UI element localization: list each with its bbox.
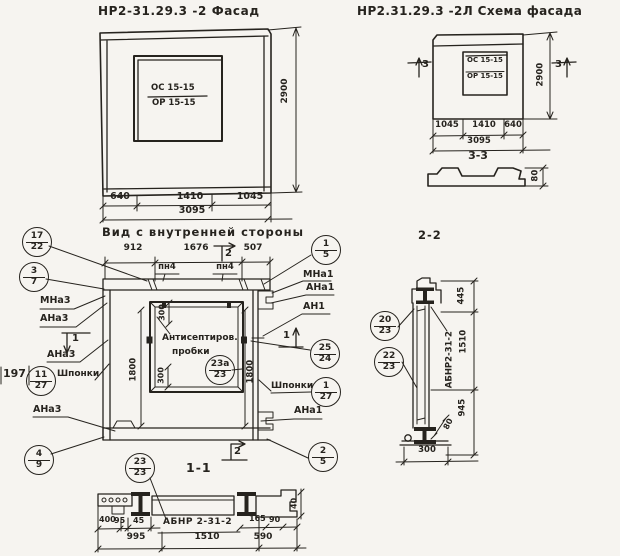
facade-right-dim-total: 3095: [467, 136, 491, 146]
inner-view-dim-300-top: 300: [157, 304, 167, 321]
label-mna1: МНа1: [303, 269, 334, 280]
section-22-dim-1510: 1510: [458, 329, 469, 354]
facade-left-dim-640: 640: [110, 191, 130, 202]
callout-bottom-value: 23: [378, 325, 392, 336]
facade-right-dim-height: 2900: [535, 62, 546, 87]
callout-top-value: 23: [129, 458, 152, 469]
section-11-dim-90: 90: [269, 515, 281, 524]
facade-left-dim-height: 2900: [280, 78, 291, 104]
section-11-dim-95: 95: [114, 516, 126, 525]
inner-view-dim-300-bottom: 300: [156, 367, 166, 384]
note-antiseptic-line1: Антисептиров.: [162, 333, 238, 343]
label-mna3: МНа3: [40, 295, 71, 306]
callout-bottom-value: 22: [30, 241, 44, 252]
callout-bottom-value: 5: [322, 249, 330, 260]
facade-right-title: НР2.31.29.3 -2Л Схема фасада: [357, 4, 583, 18]
callout-bottom-value: 27: [34, 380, 48, 391]
label-ana1-2: АНа1: [294, 405, 323, 416]
facade-right-window-mark-bottom: ОР 15-15: [467, 72, 503, 80]
section-marker-1-left: 1: [72, 333, 79, 344]
section-11-title: 1-1: [186, 460, 212, 475]
facade-right-dim-640: 640: [504, 120, 522, 130]
callout-top-value: 2: [312, 447, 335, 458]
callout-top-value: 17: [26, 232, 49, 243]
section-11-dim-165: 165: [249, 514, 266, 523]
callout-top-value: 11: [30, 371, 53, 382]
inner-view-dim-1800-right: 1800: [245, 359, 256, 384]
callout-bottom-value: 27: [319, 391, 333, 402]
callout-1-27: [311, 377, 341, 407]
inner-view-dim-507: 507: [243, 243, 263, 253]
label-an1: АН1: [303, 301, 325, 312]
section-22-dim-445: 445: [456, 286, 467, 305]
section-marker-1-right: 1: [283, 330, 290, 341]
callout-bottom-value: 23: [213, 369, 227, 380]
inner-view-title: Вид с внутренней стороны: [102, 225, 304, 239]
callout-23-23: [125, 453, 155, 483]
facade-left-dim-total: 3095: [178, 205, 206, 216]
label-ana3-2: АНа3: [47, 349, 76, 360]
label-shponki-right: Шпонки: [271, 381, 314, 391]
callout-top-value: 23а: [209, 360, 232, 371]
section-11-label: АБНР 2-31-2: [163, 517, 233, 527]
facade-right-dim-1410: 1410: [472, 120, 496, 130]
callout-bottom-value: 23: [133, 467, 147, 478]
section-marker-3-left: 3: [422, 59, 429, 70]
callout-2-5: [308, 442, 338, 472]
callout-top-value: 25: [314, 344, 337, 355]
callout-top-value: 1: [315, 240, 338, 251]
section-marker-2-bottom: 2: [234, 446, 241, 457]
callout-top-value: 1: [315, 382, 338, 393]
section-marker-2-top: 2: [225, 248, 232, 259]
inner-view-dim-1676: 1676: [183, 243, 209, 253]
label-shponki-left: Шпонки: [57, 369, 100, 379]
section-33-title: 3-3: [468, 149, 488, 162]
inner-view-dim-1800-left: 1800: [128, 357, 139, 382]
callout-20-23: [370, 311, 400, 341]
section-33-dim-80: 80: [530, 169, 541, 182]
callout-11-27: [26, 366, 56, 396]
callout-bottom-value: 5: [319, 456, 327, 467]
facade-right-dim-1045: 1045: [435, 120, 459, 130]
callout-top-value: 3: [23, 267, 46, 278]
facade-left-window-mark-top: ОС 15-15: [151, 83, 195, 93]
callout-3-7: [19, 262, 49, 292]
inner-view-dim-912: 912: [123, 243, 143, 253]
facade-left-dim-1045: 1045: [236, 191, 264, 202]
section-11-dim-40: 40: [289, 497, 299, 509]
label-pn4-right: пн4: [216, 262, 234, 272]
section-22-title: 2-2: [418, 228, 442, 242]
facade-left-window-mark-bottom: ОР 15-15: [152, 98, 196, 108]
callout-22-23: [374, 347, 404, 377]
section-22-label-vertical: АБНР2-31-2: [444, 331, 455, 389]
callout-23a-23: [205, 355, 235, 385]
section-11-dim-995: 995: [126, 532, 146, 542]
callout-bottom-value: 9: [35, 459, 43, 470]
facade-left-dim-1410: 1410: [176, 191, 204, 202]
label-pn4-left: пн4: [158, 262, 176, 272]
facade-left-title: НР2-31.29.3 -2 Фасад: [98, 4, 260, 18]
section-11-dim-400: 400: [99, 515, 116, 524]
callout-1-5: [311, 235, 341, 265]
label-ana1-1: АНа1: [306, 282, 335, 293]
callout-17-22: [22, 227, 52, 257]
section-marker-3-right: 3: [555, 59, 562, 70]
section-22-dim-945: 945: [457, 398, 468, 417]
callout-4-9: [24, 445, 54, 475]
callout-top-value: 20: [374, 316, 397, 327]
callout-25-24: [310, 339, 340, 369]
label-ana3-3: АНа3: [33, 404, 62, 415]
callout-top-value: 22: [378, 352, 401, 363]
inner-view-dim-197: 197: [3, 367, 26, 380]
callout-bottom-value: 24: [318, 353, 332, 364]
callout-bottom-value: 23: [382, 361, 396, 372]
section-11-dim-1510: 1510: [194, 532, 220, 542]
section-22-dim-300: 300: [418, 445, 436, 455]
facade-right-window-mark-top: ОС 15-15: [467, 56, 503, 64]
section-22-dim-80: 80: [441, 416, 455, 432]
note-antiseptic-line2: пробки: [172, 347, 210, 357]
callout-bottom-value: 7: [30, 276, 38, 287]
section-11-dim-590: 590: [253, 532, 273, 542]
callout-top-value: 4: [28, 450, 51, 461]
label-ana3-1: АНа3: [40, 313, 69, 324]
section-11-dim-45: 45: [133, 516, 145, 525]
